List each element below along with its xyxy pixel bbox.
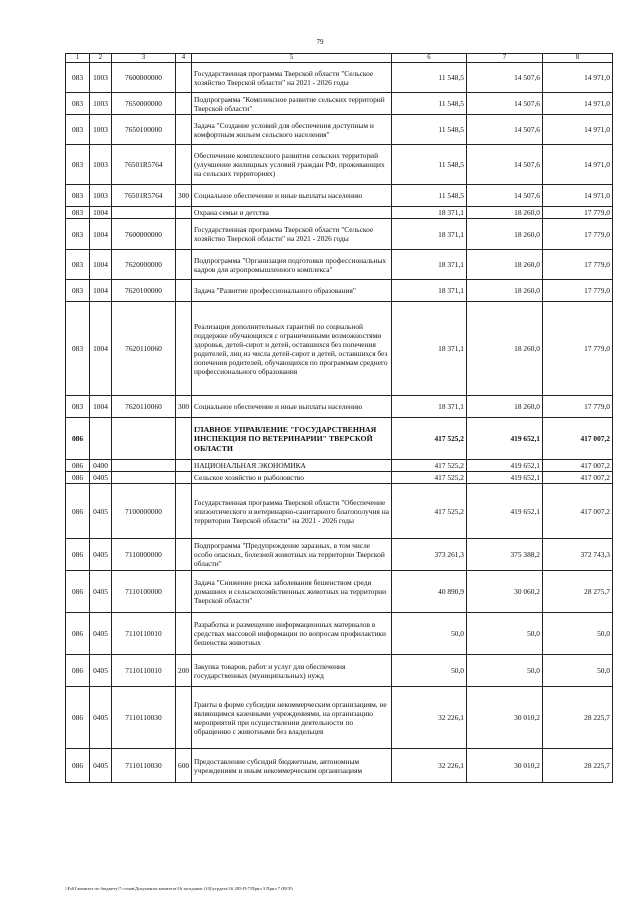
amount-2024-cell: 417 525,2 <box>392 418 467 460</box>
target-article-cell: 7650000000 <box>112 93 176 115</box>
column-header-1: 1 <box>66 54 90 63</box>
expense-type-cell <box>176 115 192 145</box>
amount-2024-cell: 18 371,1 <box>392 207 467 219</box>
admin-code-cell: 083 <box>66 280 90 302</box>
amount-2026-cell: 14 971,0 <box>543 93 613 115</box>
table-row <box>66 250 613 280</box>
description-cell: НАЦИОНАЛЬНАЯ ЭКОНОМИКА <box>192 460 392 472</box>
description-cell: Охрана семьи и детства <box>192 207 392 219</box>
expense-type-cell <box>176 539 192 571</box>
amount-2024-cell: 417 525,2 <box>392 460 467 472</box>
table-row <box>66 749 613 783</box>
table-row <box>66 539 613 571</box>
amount-2025-cell: 14 507,6 <box>467 145 543 185</box>
admin-code-cell: 086 <box>66 687 90 749</box>
amount-2025-cell: 18 260,0 <box>467 396 543 418</box>
column-header-7: 7 <box>467 54 543 63</box>
expense-type-cell <box>176 93 192 115</box>
target-article-cell: 7110000000 <box>112 539 176 571</box>
column-header-8: 8 <box>543 54 613 63</box>
table-row <box>66 418 613 460</box>
amount-2025-cell: 419 652,1 <box>467 472 543 484</box>
amount-2026-cell: 417 007,2 <box>543 418 613 460</box>
target-article-cell: 7110110010 <box>112 655 176 687</box>
section-code-cell: 1004 <box>90 280 112 302</box>
section-code-cell: 1004 <box>90 219 112 250</box>
amount-2026-cell: 417 007,2 <box>543 484 613 539</box>
amount-2024-cell: 18 371,1 <box>392 250 467 280</box>
amount-2026-cell: 28 275,7 <box>543 571 613 613</box>
table-row <box>66 63 613 93</box>
table-body <box>66 63 613 783</box>
amount-2025-cell: 18 260,0 <box>467 250 543 280</box>
expense-type-cell <box>176 207 192 219</box>
amount-2026-cell: 417 007,2 <box>543 460 613 472</box>
expense-type-cell: 200 <box>176 655 192 687</box>
target-article-cell: 7110100000 <box>112 571 176 613</box>
amount-2024-cell: 40 890,9 <box>392 571 467 613</box>
amount-2024-cell: 18 371,1 <box>392 280 467 302</box>
target-article-cell: 7650100000 <box>112 115 176 145</box>
amount-2024-cell: 11 548,5 <box>392 145 467 185</box>
amount-2024-cell: 11 548,5 <box>392 115 467 145</box>
amount-2026-cell: 50,0 <box>543 613 613 655</box>
amount-2025-cell: 14 507,6 <box>467 115 543 145</box>
amount-2025-cell: 18 260,0 <box>467 302 543 396</box>
table-row <box>66 280 613 302</box>
column-header-4: 4 <box>176 54 192 63</box>
section-code-cell: 0405 <box>90 655 112 687</box>
amount-2025-cell: 30 010,2 <box>467 687 543 749</box>
target-article-cell: 7100000000 <box>112 484 176 539</box>
expense-type-cell <box>176 484 192 539</box>
expense-type-cell <box>176 687 192 749</box>
target-article-cell: 7620110060 <box>112 396 176 418</box>
description-cell: Сельское хозяйство и рыболовство <box>192 472 392 484</box>
amount-2024-cell: 417 525,2 <box>392 484 467 539</box>
table-row <box>66 460 613 472</box>
section-code-cell: 0405 <box>90 687 112 749</box>
amount-2025-cell: 375 388,2 <box>467 539 543 571</box>
amount-2026-cell: 14 971,0 <box>543 185 613 207</box>
table-row <box>66 219 613 250</box>
expense-type-cell <box>176 472 192 484</box>
admin-code-cell: 083 <box>66 250 90 280</box>
description-cell: Государственная программа Тверской области "Обеспечение эпизоотического и ветеринарно-санитарного благополучия на территории Тверской области" на 2021 - 2026 годы <box>192 484 392 539</box>
section-code-cell: 0405 <box>90 484 112 539</box>
target-article-cell: 7110110030 <box>112 687 176 749</box>
section-code-cell: 1003 <box>90 115 112 145</box>
description-cell: Разработка и размещение информационных материалов в средствах массовой информации по вопросам профилактики бешенства животных <box>192 613 392 655</box>
section-code-cell: 1003 <box>90 63 112 93</box>
amount-2025-cell: 419 652,1 <box>467 460 543 472</box>
target-article-cell <box>112 207 176 219</box>
section-code-cell: 0400 <box>90 460 112 472</box>
amount-2025-cell: 14 507,6 <box>467 93 543 115</box>
amount-2026-cell: 17 779,0 <box>543 207 613 219</box>
description-cell: Подпрограмма "Комплексное развитие сельских территорий Тверской области" <box>192 93 392 115</box>
target-article-cell: 7620110060 <box>112 302 176 396</box>
admin-code-cell: 083 <box>66 302 90 396</box>
amount-2024-cell: 11 548,5 <box>392 185 467 207</box>
amount-2026-cell: 17 779,0 <box>543 396 613 418</box>
description-cell: Обеспечение комплексного развития сельских территорий (улучшение жилищных условий граждан РФ, проживающих на сельских территориях) <box>192 145 392 185</box>
admin-code-cell: 083 <box>66 185 90 207</box>
section-code-cell: 0405 <box>90 613 112 655</box>
description-cell: Задача "Развитие профессионального образования" <box>192 280 392 302</box>
description-cell: Задача "Снижение риска заболевания бешенством среди домашних и сельскохозяйственных животных на территории Тверской области" <box>192 571 392 613</box>
expense-type-cell <box>176 280 192 302</box>
amount-2024-cell: 11 548,5 <box>392 63 467 93</box>
admin-code-cell: 086 <box>66 571 90 613</box>
expense-type-cell <box>176 571 192 613</box>
amount-2026-cell: 14 971,0 <box>543 63 613 93</box>
table-row <box>66 185 613 207</box>
target-article-cell: 7110110030 <box>112 749 176 783</box>
amount-2026-cell: 28 225,7 <box>543 749 613 783</box>
table-row <box>66 472 613 484</box>
description-cell: Закупка товаров, работ и услуг для обеспечения государственных (муниципальных) нужд <box>192 655 392 687</box>
amount-2025-cell: 30 060,2 <box>467 571 543 613</box>
admin-code-cell: 083 <box>66 93 90 115</box>
table-row <box>66 613 613 655</box>
table-row <box>66 115 613 145</box>
amount-2025-cell: 14 507,6 <box>467 185 543 207</box>
description-cell: Подпрограмма "Организация подготовки профессиональных кадров для агропромышленного комплекса" <box>192 250 392 280</box>
expense-type-cell <box>176 418 192 460</box>
amount-2024-cell: 18 371,1 <box>392 302 467 396</box>
amount-2025-cell: 14 507,6 <box>467 63 543 93</box>
section-code-cell: 1004 <box>90 396 112 418</box>
amount-2026-cell: 14 971,0 <box>543 115 613 145</box>
description-cell: Государственная программа Тверской области "Сельское хозяйство Тверской области" на 2021 - 2026 годы <box>192 63 392 93</box>
admin-code-cell: 086 <box>66 539 90 571</box>
target-article-cell: 76501R5764 <box>112 145 176 185</box>
amount-2026-cell: 14 971,0 <box>543 145 613 185</box>
admin-code-cell: 086 <box>66 655 90 687</box>
amount-2026-cell: 17 779,0 <box>543 302 613 396</box>
admin-code-cell: 083 <box>66 63 90 93</box>
admin-code-cell: 086 <box>66 460 90 472</box>
amount-2025-cell: 419 652,1 <box>467 484 543 539</box>
admin-code-cell: 086 <box>66 418 90 460</box>
expense-type-cell <box>176 63 192 93</box>
amount-2024-cell: 50,0 <box>392 613 467 655</box>
amount-2026-cell: 17 779,0 <box>543 219 613 250</box>
amount-2024-cell: 18 371,1 <box>392 219 467 250</box>
amount-2024-cell: 50,0 <box>392 655 467 687</box>
amount-2025-cell: 18 260,0 <box>467 207 543 219</box>
section-code-cell: 0405 <box>90 571 112 613</box>
column-header-5: 5 <box>192 54 392 63</box>
amount-2025-cell: 18 260,0 <box>467 219 543 250</box>
amount-2025-cell: 419 652,1 <box>467 418 543 460</box>
amount-2024-cell: 373 261,3 <box>392 539 467 571</box>
section-code-cell: 1004 <box>90 207 112 219</box>
admin-code-cell: 083 <box>66 396 90 418</box>
description-cell: Социальное обеспечение и иные выплаты населению <box>192 185 392 207</box>
table-row <box>66 571 613 613</box>
expense-type-cell <box>176 302 192 396</box>
amount-2026-cell: 17 779,0 <box>543 280 613 302</box>
column-header-3: 3 <box>112 54 176 63</box>
admin-code-cell: 086 <box>66 484 90 539</box>
expense-type-cell: 600 <box>176 749 192 783</box>
file-path-footer: \\Fs01\комитет по бюджету\7 созыв\Документы комитета\16 заседание (10)\угрдата\16 285-П-7\Прил 3 Прил 7 (ВСР) <box>65 886 293 891</box>
column-header-2: 2 <box>90 54 112 63</box>
amount-2024-cell: 32 226,1 <box>392 687 467 749</box>
section-code-cell: 1003 <box>90 93 112 115</box>
amount-2024-cell: 11 548,5 <box>392 93 467 115</box>
description-cell: Подпрограмма "Предупреждение заразных, в том числе особо опасных, болезней животных на территории Тверской области" <box>192 539 392 571</box>
section-code-cell: 0405 <box>90 539 112 571</box>
section-code-cell: 1003 <box>90 185 112 207</box>
amount-2025-cell: 18 260,0 <box>467 280 543 302</box>
table-row <box>66 93 613 115</box>
target-article-cell: 7600000000 <box>112 219 176 250</box>
description-cell: Государственная программа Тверской области "Сельское хозяйство Тверской области" на 2021 - 2026 годы <box>192 219 392 250</box>
table-row <box>66 687 613 749</box>
amount-2024-cell: 417 525,2 <box>392 472 467 484</box>
amount-2026-cell: 417 007,2 <box>543 472 613 484</box>
section-code-cell <box>90 418 112 460</box>
admin-code-cell: 083 <box>66 115 90 145</box>
expense-type-cell: 300 <box>176 396 192 418</box>
amount-2024-cell: 32 226,1 <box>392 749 467 783</box>
column-header-6: 6 <box>392 54 467 63</box>
expense-type-cell: 300 <box>176 185 192 207</box>
admin-code-cell: 086 <box>66 749 90 783</box>
table-row <box>66 207 613 219</box>
table-row <box>66 396 613 418</box>
section-code-cell: 1004 <box>90 250 112 280</box>
target-article-cell: 7600000000 <box>112 63 176 93</box>
expense-type-cell <box>176 250 192 280</box>
target-article-cell: 7110110010 <box>112 613 176 655</box>
header-row <box>66 54 613 63</box>
section-code-cell: 0405 <box>90 472 112 484</box>
expense-type-cell <box>176 460 192 472</box>
page-number: 79 <box>316 38 324 46</box>
description-cell: Предоставление субсидий бюджетным, автономным учреждениям и иным некоммерческим организациям <box>192 749 392 783</box>
expense-type-cell <box>176 219 192 250</box>
expense-type-cell <box>176 613 192 655</box>
target-article-cell <box>112 460 176 472</box>
description-cell: Социальное обеспечение и иные выплаты населению <box>192 396 392 418</box>
target-article-cell: 7620000000 <box>112 250 176 280</box>
admin-code-cell: 083 <box>66 145 90 185</box>
amount-2025-cell: 50,0 <box>467 613 543 655</box>
admin-code-cell: 086 <box>66 472 90 484</box>
target-article-cell <box>112 418 176 460</box>
table-row <box>66 484 613 539</box>
amount-2024-cell: 18 371,1 <box>392 396 467 418</box>
amount-2026-cell: 28 225,7 <box>543 687 613 749</box>
description-cell: Задача "Создание условий для обеспечения доступным и комфортным жильем сельского населения" <box>192 115 392 145</box>
expense-type-cell <box>176 145 192 185</box>
admin-code-cell: 086 <box>66 613 90 655</box>
admin-code-cell: 083 <box>66 207 90 219</box>
description-cell: ГЛАВНОЕ УПРАВЛЕНИЕ "ГОСУДАРСТВЕННАЯ ИНСПЕКЦИЯ ПО ВЕТЕРИНАРИИ" ТВЕРСКОЙ ОБЛАСТИ <box>192 418 392 460</box>
target-article-cell: 7620100000 <box>112 280 176 302</box>
section-code-cell: 1003 <box>90 145 112 185</box>
description-cell: Реализация дополнительных гарантий по социальной поддержке обучающихся с ограниченными возможностями здоровья, детей-сирот и детей, оставшихся без попечения родителей, лиц из числа детей-сирот и детей, оставшихся без попечения родителей, обучающихся по программам среднего профессионального образования <box>192 302 392 396</box>
section-code-cell: 1004 <box>90 302 112 396</box>
target-article-cell: 76501R5764 <box>112 185 176 207</box>
amount-2026-cell: 50,0 <box>543 655 613 687</box>
admin-code-cell: 083 <box>66 219 90 250</box>
budget-table <box>65 53 613 783</box>
table-row <box>66 655 613 687</box>
table-row <box>66 302 613 396</box>
amount-2025-cell: 50,0 <box>467 655 543 687</box>
amount-2026-cell: 372 743,3 <box>543 539 613 571</box>
section-code-cell: 0405 <box>90 749 112 783</box>
amount-2025-cell: 30 010,2 <box>467 749 543 783</box>
amount-2026-cell: 17 779,0 <box>543 250 613 280</box>
table-row <box>66 145 613 185</box>
description-cell: Гранты в форме субсидии некоммерческим организациям, не являющимся казенными учреждениями, на организацию мероприятий при осуществлении деятельности по обращению с животными без владельцев <box>192 687 392 749</box>
target-article-cell <box>112 472 176 484</box>
